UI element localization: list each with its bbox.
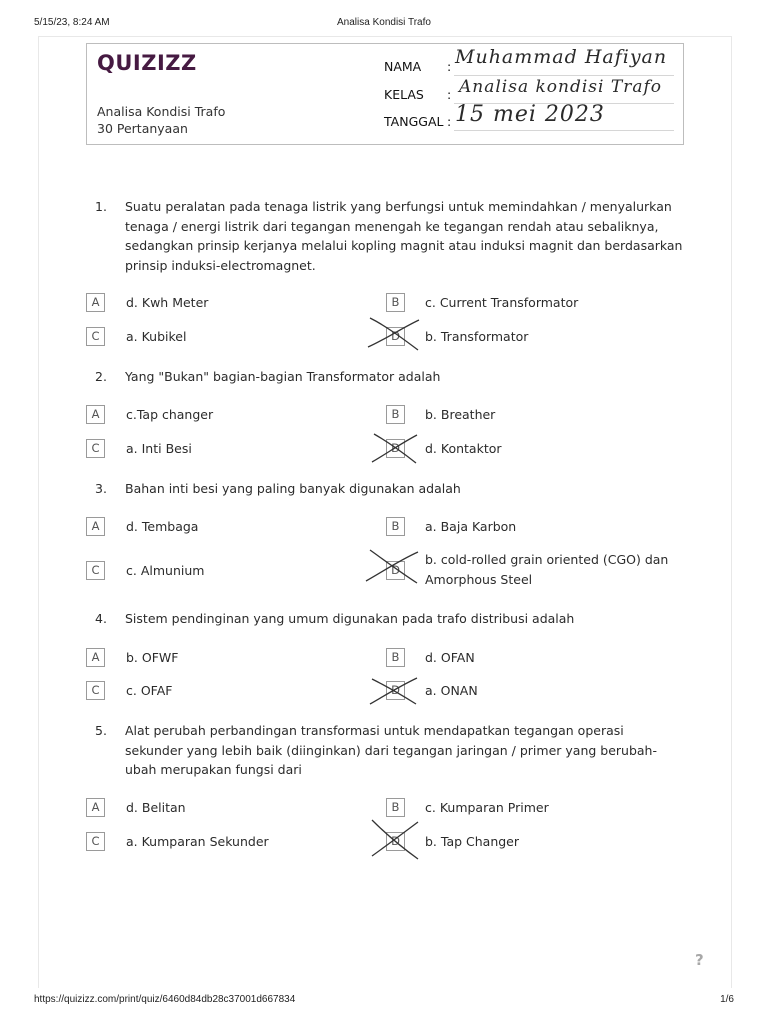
option-text: c. Current Transformator (425, 295, 579, 310)
option-box-d[interactable]: D (386, 439, 405, 458)
question-text: Sistem pendinginan yang umum digunakan pada trafo distribusi adalah (125, 611, 575, 626)
option-text: c.Tap changer (126, 407, 214, 422)
tanggal-handwritten: 15 mei 2023 (455, 102, 605, 127)
option-text: d. Kontaktor (425, 441, 502, 456)
tanggal-line (454, 130, 674, 131)
question-text: Suatu peralatan pada tenaga listrik yang berfungsi untuk memindahkan / menyalurkan tenaga / energi listrik dari tegangan menengah ke tegangan rendah atau sebaliknya, sedangkan prinsip kerjanya melalui kopling magnit atau induksi magnit dan berdasarkan prinsip induksi-electromagnet. (125, 199, 683, 273)
question-count: 30 Pertanyaan (97, 121, 188, 136)
option-box-b[interactable]: B (386, 517, 405, 536)
option-box-b[interactable]: B (386, 405, 405, 424)
option-text: b. cold-rolled grain oriented (CGO) dan Amorphous Steel (425, 552, 669, 587)
option-box-a[interactable]: A (86, 293, 105, 312)
option-text: b. Tap Changer (425, 834, 520, 849)
option-text: d. Kwh Meter (126, 295, 209, 310)
option-box-d[interactable]: D (386, 681, 405, 700)
option-box-d[interactable]: D (386, 327, 405, 346)
option-box-c[interactable]: C (86, 561, 105, 580)
option-text: c. Kumparan Primer (425, 800, 549, 815)
option-box-b[interactable]: B (386, 798, 405, 817)
option-text: d. OFAN (425, 650, 475, 665)
option-box-b[interactable]: B (386, 293, 405, 312)
question-text: Bahan inti besi yang paling banyak digunakan adalah (125, 481, 461, 496)
question-number: 2. (95, 369, 107, 384)
kelas-label: KELAS (384, 87, 424, 102)
option-text: b. Transformator (425, 329, 529, 344)
kelas-handwritten: Analisa kondisi Trafo (459, 77, 662, 97)
option-text: a. Inti Besi (126, 441, 192, 456)
question-number: 1. (95, 199, 107, 214)
option-box-d[interactable]: D (386, 561, 405, 580)
option-box-a[interactable]: A (86, 798, 105, 817)
print-datetime: 5/15/23, 8:24 AM (34, 17, 110, 28)
option-text: c. Almunium (126, 563, 205, 578)
nama-colon: : (447, 59, 452, 74)
print-title: Analisa Kondisi Trafo (337, 17, 431, 28)
question-number: 4. (95, 611, 107, 626)
option-box-c[interactable]: C (86, 832, 105, 851)
help-icon[interactable]: ? (695, 951, 704, 969)
print-page-number: 1/6 (720, 994, 734, 1005)
kelas-colon: : (447, 87, 452, 102)
option-box-b[interactable]: B (386, 648, 405, 667)
option-box-a[interactable]: A (86, 517, 105, 536)
print-url: https://quizizz.com/print/quiz/6460d84db28c37001d667834 (34, 994, 296, 1005)
quizizz-logo: QUIZIZZ (97, 51, 197, 75)
question-text: Alat perubah perbandingan transformasi untuk mendapatkan tegangan operasi sekunder yang lebih baik (diinginkan) dari tegangan jaringan / primer yang berubah-ubah merupakan fungsi dari (125, 723, 657, 777)
option-box-a[interactable]: A (86, 405, 105, 424)
option-text: a. Kubikel (126, 329, 187, 344)
option-box-c[interactable]: C (86, 439, 105, 458)
option-text: b. OFWF (126, 650, 179, 665)
option-text: b. Breather (425, 407, 496, 422)
tanggal-colon: : (447, 114, 452, 129)
nama-handwritten: Muhammad Hafiyan (455, 46, 668, 68)
question-number: 3. (95, 481, 107, 496)
worksheet-header (86, 43, 684, 145)
option-text: a. Kumparan Sekunder (126, 834, 269, 849)
option-box-c[interactable]: C (86, 681, 105, 700)
option-text: d. Belitan (126, 800, 186, 815)
nama-label: NAMA (384, 59, 422, 74)
tanggal-label: TANGGAL (384, 114, 444, 129)
question-number: 5. (95, 723, 107, 738)
option-text: a. ONAN (425, 683, 478, 698)
option-text: a. Baja Karbon (425, 519, 517, 534)
quiz-title: Analisa Kondisi Trafo (97, 104, 226, 119)
option-text: d. Tembaga (126, 519, 199, 534)
question-text: Yang "Bukan" bagian-bagian Transformator adalah (125, 369, 441, 384)
option-box-d[interactable]: D (386, 832, 405, 851)
nama-line (454, 75, 674, 76)
option-box-a[interactable]: A (86, 648, 105, 667)
option-box-c[interactable]: C (86, 327, 105, 346)
option-text: c. OFAF (126, 683, 173, 698)
